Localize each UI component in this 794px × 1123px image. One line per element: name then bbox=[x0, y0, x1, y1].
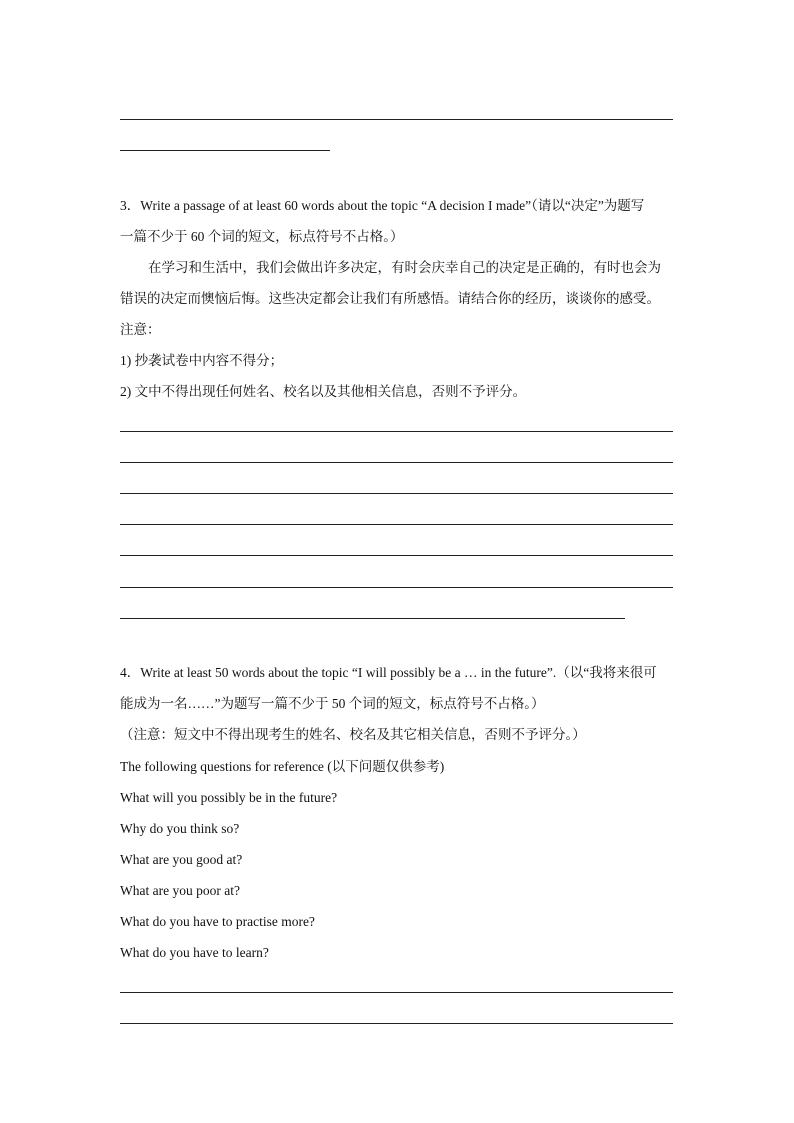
answer-line bbox=[120, 1023, 673, 1024]
answer-line bbox=[120, 555, 673, 556]
q3-note-2: 2) 文中不得出现任何姓名、校名以及其他相关信息，否则不予评分。 bbox=[120, 384, 527, 399]
answer-line bbox=[120, 462, 673, 463]
q4-reference-question: What do you have to learn? bbox=[120, 945, 269, 960]
q3-note-title: 注意： bbox=[120, 322, 161, 337]
answer-line bbox=[120, 493, 673, 494]
q4-reference-question: What are you good at? bbox=[120, 852, 243, 867]
q4-reference-question: What will you possibly be in the future? bbox=[120, 790, 338, 805]
q3-paragraph-line-1: 在学习和生活中，我们会做出许多决定，有时会庆幸自己的决定是正确的，有时也会为 bbox=[148, 260, 661, 275]
q3-prompt-line-1: 3．Write a passage of at least 60 words about the topic “A decision I made”（请以“决定”为题写 bbox=[120, 198, 645, 213]
q3-note-1: 1) 抄袭试卷中内容不得分； bbox=[120, 353, 284, 368]
q4-prompt-line-2: 能成为一名……”为题写一篇不少于 50 个词的短文，标点符号不占格。） bbox=[120, 696, 545, 711]
answer-line bbox=[120, 524, 673, 525]
q3-paragraph-line-2: 错误的决定而懊恼后悔。这些决定都会让我们有所感悟。请结合你的经历，谈谈你的感受。 bbox=[120, 291, 660, 306]
q4-reference-intro: The following questions for reference (以下问题仅供参考) bbox=[120, 759, 445, 774]
q4-reference-question: Why do you think so? bbox=[120, 821, 240, 836]
q3-prompt-line-2: 一篇不少于 60 个词的短文，标点符号不占格。） bbox=[120, 229, 404, 244]
q4-reference-question: What are you poor at? bbox=[120, 883, 240, 898]
answer-line bbox=[120, 150, 330, 151]
answer-line bbox=[120, 992, 673, 993]
answer-line bbox=[120, 587, 673, 588]
answer-line bbox=[120, 618, 625, 619]
q4-prompt-line-1: 4．Write at least 50 words about the topic “I will possibly be a … in the future”.（以“我将来很可 bbox=[120, 665, 657, 680]
answer-line bbox=[120, 119, 673, 120]
q4-reference-question: What do you have to practise more? bbox=[120, 914, 315, 929]
answer-line bbox=[120, 431, 673, 432]
q4-note: （注意：短文中不得出现考生的姓名、校名及其它相关信息，否则不予评分。） bbox=[120, 727, 586, 742]
